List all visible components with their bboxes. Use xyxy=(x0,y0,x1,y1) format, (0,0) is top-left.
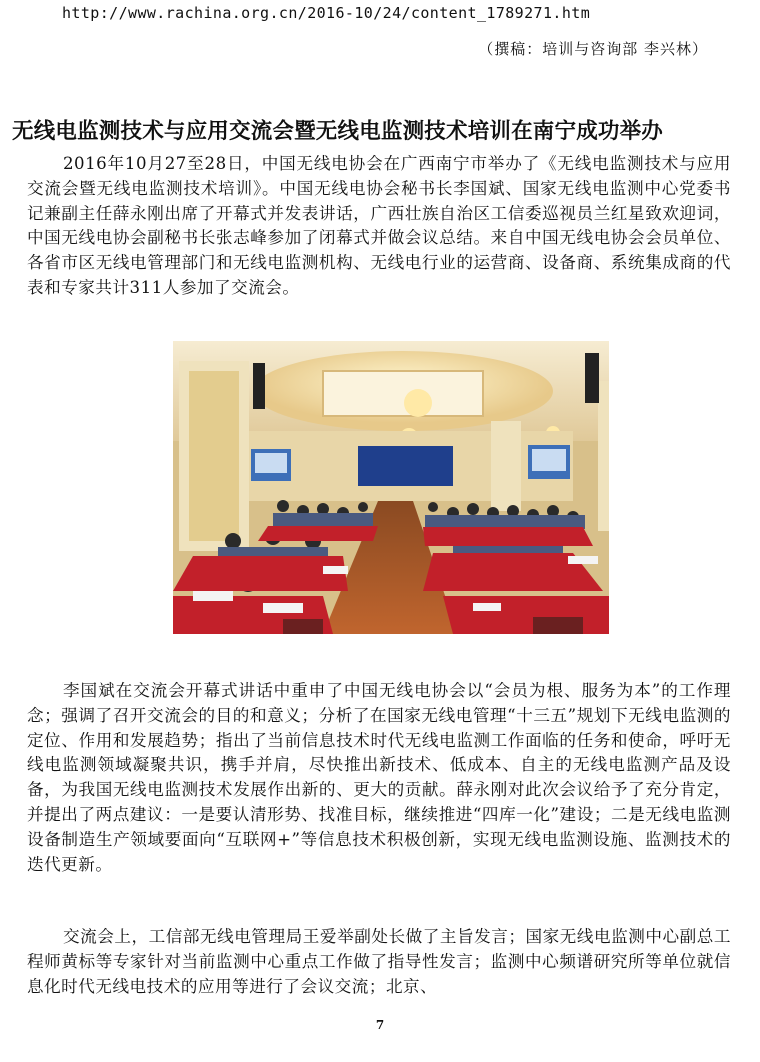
page-number: 7 xyxy=(375,1018,385,1032)
article-title: 无线电监测技术与应用交流会暨无线电监测技术培训在南宁成功举办 xyxy=(12,119,664,144)
paragraph-2: 李国斌在交流会开幕式讲话中重申了中国无线电协会以“会员为根、服务为本”的工作理念；强调了召开交流会的目的和意义；分析了在国家无线电管理“十三五”规划下无线电监测的定位、作用和发展趋势；指出了当前信息技术时代无线电监测工作面临的任务和使命，呼吁无线电监测领域凝聚共识，携手并肩，尽快推出新技术、低成本、自主的无线电监测产品及设备，为我国无线电监测技术发展作出新的、更大的贡献。薛永刚对此次会议给予了充分肯定，并提出了两点建议：一是要认清形势、找准目标，继续推进“四库一化”建设；二是无线电监测设备制造生产领域要面向“互联网+”等信息技术积极创新，实现无线电监测设施、监测技术的迭代更新。 xyxy=(27,681,731,874)
source-url: http://www.rachina.org.cn/2016-10/24/content_1789271.htm xyxy=(62,4,591,22)
byline: （撰稿：培训与咨询部 李兴林） xyxy=(478,40,708,58)
paragraph-1: 2016年10月27至28日，中国无线电协会在广西南宁市举办了《无线电监测技术与应用交流会暨无线电监测技术培训》。中国无线电协会秘书长李国斌、国家无线电监测中心党委书记兼副主任薛永刚出席了开幕式并发表讲话，广西壮族自治区工信委巡视员兰红星致欢迎词，中国无线电协会副秘书长张志峰参加了闭幕式并做会议总结。来自中国无线电协会会员单位、各省市区无线电管理部门和无线电监测机构、无线电行业的运营商、设备商、系统集成商的代表和专家共计311人参加了交流会。 xyxy=(27,154,731,297)
paragraph-3: 交流会上，工信部无线电管理局王爱举副处长做了主旨发言；国家无线电监测中心副总工程师黄标等专家针对当前监测中心重点工作做了指导性发言；监测中心频谱研究所等单位就信息化时代无线电技术的应用等进行了会议交流；北京、 xyxy=(27,927,731,996)
conference-hall-illustration xyxy=(173,341,609,634)
conference-photo xyxy=(173,341,609,634)
